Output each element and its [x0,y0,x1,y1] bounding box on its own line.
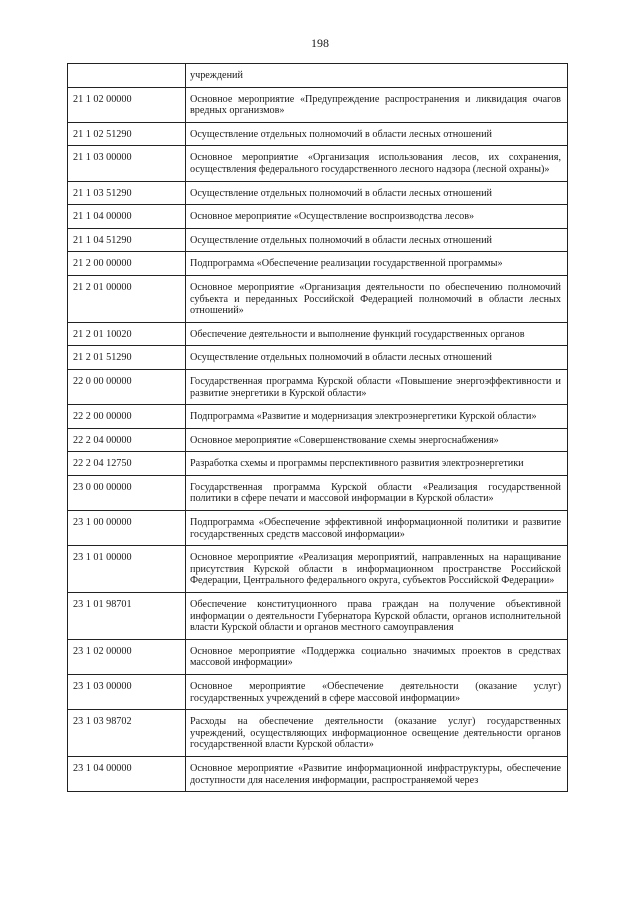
table-row [68,87,568,122]
row-description: Подпрограмма «Обеспечение эффективной информационной политики и развитие государственных средств массовой информации» [186,511,568,546]
row-code: 21 1 04 00000 [68,205,186,229]
table-row [68,639,568,674]
row-code: 23 1 02 00000 [68,639,186,674]
row-description: Расходы на обеспечение деятельности (оказание услуг) государственных учреждений, осуществляющих информационное освещение деятельности органов государственной власти Курской области» [186,710,568,757]
table-row [68,546,568,593]
row-code: 21 1 02 51290 [68,122,186,146]
row-code: 21 1 03 51290 [68,181,186,205]
row-description: Основное мероприятие «Реализация мероприятий, направленных на наращивание присутствия Курской области в информационном пространстве Российской Федерации, Центрального федерального округа, субъектов Российской Федерации» [186,546,568,593]
table-row [68,756,568,791]
row-description: Осуществление отдельных полномочий в области лесных отношений [186,346,568,370]
row-code: 22 2 04 00000 [68,428,186,452]
table-row [68,346,568,370]
row-description: Осуществление отдельных полномочий в области лесных отношений [186,122,568,146]
table-row [68,593,568,640]
table-row [68,710,568,757]
table-row [68,675,568,710]
row-code [68,64,186,88]
table-row [68,64,568,88]
row-code: 23 1 04 00000 [68,756,186,791]
row-description: Осуществление отдельных полномочий в области лесных отношений [186,228,568,252]
row-description: Подпрограмма «Обеспечение реализации государственной программы» [186,252,568,276]
page-number: 198 [311,36,329,50]
row-description: Государственная программа Курской области «Реализация государственной политики в сфере печати и массовой информации в Курской области» [186,475,568,510]
row-code: 21 2 01 10020 [68,322,186,346]
row-code: 23 1 03 00000 [68,675,186,710]
row-description: Основное мероприятие «Совершенствование схемы энергоснабжения» [186,428,568,452]
table-row [68,252,568,276]
row-description: Разработка схемы и программы перспективного развития электроэнергетики [186,452,568,476]
row-description: Обеспечение конституционного права граждан на получение объективной информации о деятельности Губернатора Курской области, органов исполнительной власти Курской области и органов местного самоуправления [186,593,568,640]
table-row [68,475,568,510]
row-code: 22 2 04 12750 [68,452,186,476]
table-row [68,428,568,452]
table-body [68,64,568,792]
row-code: 21 2 01 00000 [68,275,186,322]
table-row [68,452,568,476]
row-code: 21 1 02 00000 [68,87,186,122]
row-code: 23 1 01 98701 [68,593,186,640]
row-code: 23 1 00 00000 [68,511,186,546]
row-description: Подпрограмма «Развитие и модернизация электроэнергетики Курской области» [186,405,568,429]
row-description: Основное мероприятие «Предупреждение распространения и ликвидация очагов вредных организмов» [186,87,568,122]
row-code: 23 1 01 00000 [68,546,186,593]
table-row [68,405,568,429]
row-code: 21 1 03 00000 [68,146,186,181]
row-code: 23 0 00 00000 [68,475,186,510]
table-row [68,205,568,229]
row-code: 21 2 00 00000 [68,252,186,276]
row-description: Основное мероприятие «Осуществление воспроизводства лесов» [186,205,568,229]
row-code: 21 2 01 51290 [68,346,186,370]
table-row [68,122,568,146]
budget-classification-table [67,63,568,792]
row-description: Основное мероприятие «Поддержка социально значимых проектов в средствах массовой информации» [186,639,568,674]
row-description: Основное мероприятие «Обеспечение деятельности (оказание услуг) государственных учреждений в сфере массовой информации» [186,675,568,710]
table-row [68,322,568,346]
row-code: 21 1 04 51290 [68,228,186,252]
row-description: Основное мероприятие «Развитие информационной инфраструктуры, обеспечение доступности для населения информации, распространяемой через [186,756,568,791]
table-row [68,181,568,205]
table-row [68,146,568,181]
row-description: Обеспечение деятельности и выполнение функций государственных органов [186,322,568,346]
table-row [68,369,568,404]
table-row [68,275,568,322]
row-code: 23 1 03 98702 [68,710,186,757]
table-row [68,228,568,252]
row-description: Основное мероприятие «Организация использования лесов, их сохранения, осуществления федерального государственного лесного надзора (лесной охраны)» [186,146,568,181]
row-description: Государственная программа Курской области «Повышение энергоэффективности и развитие энергетики в Курской области» [186,369,568,404]
row-code: 22 2 00 00000 [68,405,186,429]
table-row [68,511,568,546]
row-description: Основное мероприятие «Организация деятельности по обеспечению полномочий субъекта и переданных Российской Федерацией полномочий в области лесных отношений» [186,275,568,322]
row-description: учреждений [186,64,568,88]
row-description: Осуществление отдельных полномочий в области лесных отношений [186,181,568,205]
row-code: 22 0 00 00000 [68,369,186,404]
